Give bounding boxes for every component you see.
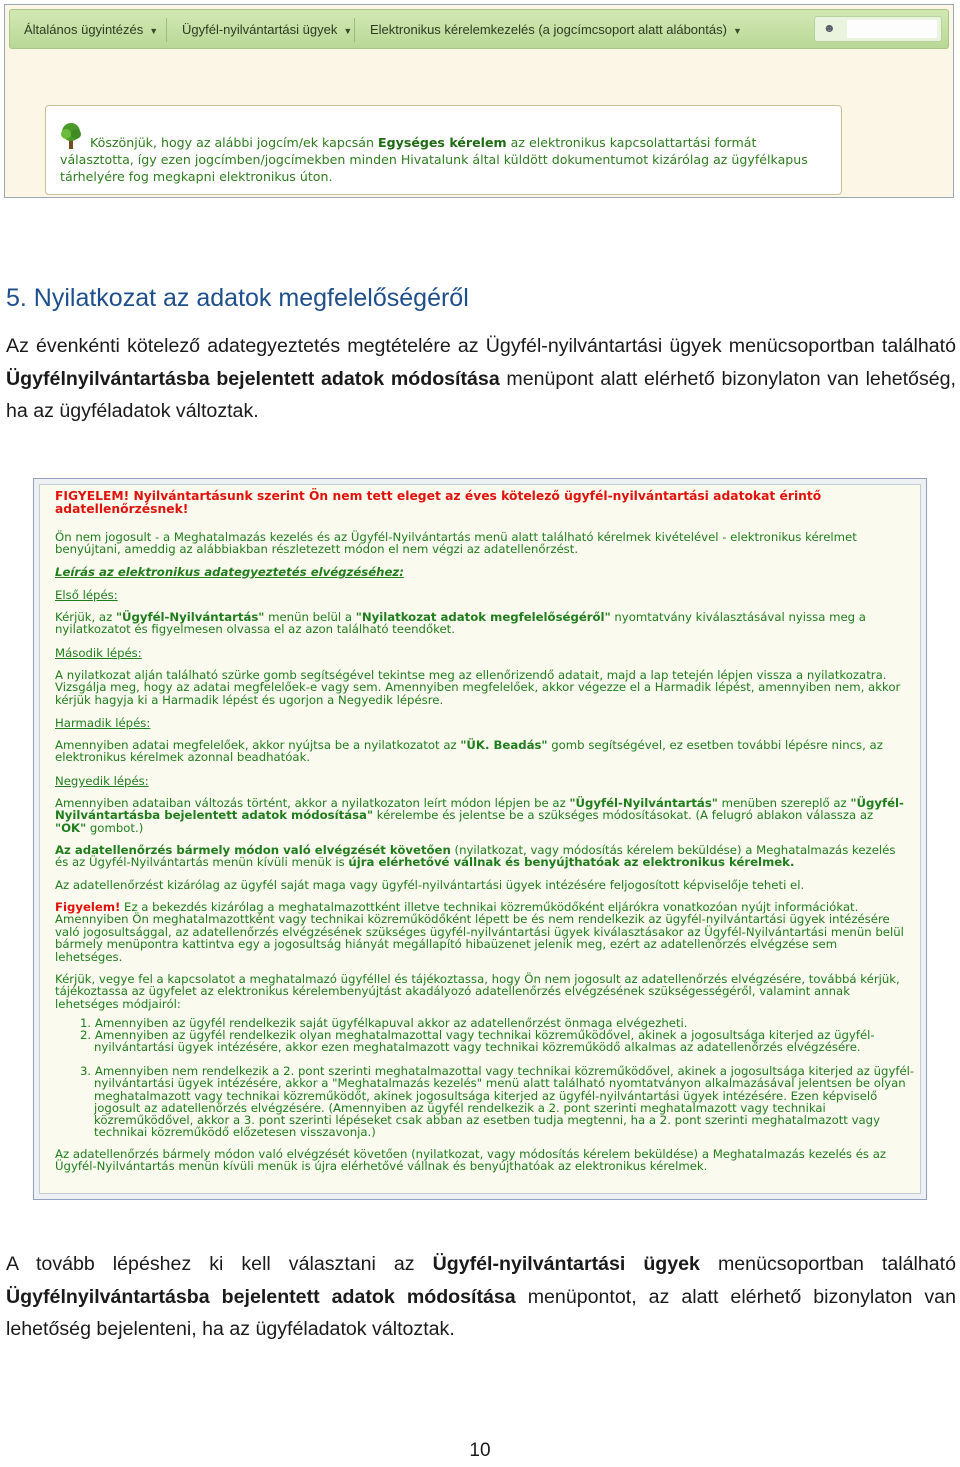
chevron-down-icon: ▼: [149, 26, 159, 36]
intro-text: Ön nem jogosult - a Meghatalmazás kezelés és az Ügyfél-Nyilvántartás menü alatt található kérelmek kivételével - elektronikus kérelmet benyújtani, ameddig az alábbiakban részletezett módon el nem végzi az adatellenőrzést.: [55, 530, 857, 557]
step3-text: Amennyiben adatai megfelelőek, akkor nyújtsa be a nyilatkozatot az "ÜK. Beadás" gomb segítségével, ez esetben további lépésre nincs, az elektronikus kérelmek azonnal beadhatóak.: [55, 738, 883, 765]
nav-general-affairs[interactable]: Általános ügyintézés ▼: [24, 22, 159, 37]
self-only-text: Az adatellenőrzést kizárólag az ügyfél saját maga vagy ügyfél-nyilvántartási ügyek intézésére feljogosított képviselője teheti el.: [55, 878, 805, 892]
description-title: Leírás az elektronikus adategyeztetés elvégzéséhez:: [55, 565, 404, 579]
nav-divider: [354, 18, 355, 42]
intro-paragraph: Az évenkénti kötelező adategyeztetés megtételére az Ügyfél-nyilvántartási ügyek menücsoportban található Ügyfélnyilvántartásba bejelentett adatok módosítása menüpont alatt elérhető bizonylaton van lehetőség, ha az ügyféladatok változtak.: [6, 335, 956, 422]
top-navigation-bar: [9, 9, 949, 49]
after-check-text: Az adatellenőrzés bármely módon való elvégzését követően (nyilatkozat, vagy módosítás kérelem beküldése) a Meghatalmazás kezelés és az Ügyfél-Nyilvántartás menün kívüli menük is újra elérhetővé vállnak és benyújthatóak az elektronikus kérelmek.: [55, 843, 896, 870]
step2-text: A nyilatkozat alján található szürke gomb segítségével tekintse meg az ellenőrizendő adatait, majd a lap tetején lépjen vissza a nyilatkozatra. Vizsgálja meg, hogy az adatai megfelelőek-e vagy sem. Amennyiben megfelelőek, akkor végezze el a Harmadik lépést, amennyiben nem, akkor kérjük hagyja ki a Harmadik lépést és ugorjon a Negyedik lépésre.: [55, 668, 901, 707]
list-item: 3. Amennyiben nem rendelkezik a 2. pont szerinti meghatalmazottal vagy technikai közreműködővel, akinek a jogosultsága kiterjed az ügyfél-nyilvántartási ügyek intézésére, akkor a "Meghatalmazás kezelés" menü alatt található nyomtatványon alkalmazásával jelentsen be olyan meghatalmazott vagy technikai közreműködőt, akinek jogosultsága kiterjed az ügyfél-nyilvántartási ügyek intézésére. Ezen képviselő jogosult az adatellenőrzés elvégzésére. (Amennyiben az ügyfél rendelkezik a 2. pont szerinti meghatalmazott vagy technikai közreműködővel, akkor a 3. pont szerinti lépéseket csak abban az esetben tudja megtenni, ha a 2. pont szerinti meghatalmazott vagy technikai közreműködő előzetesen visszavonja.): [80, 1064, 915, 1140]
contact-text: Kérjük, vegye fel a kapcsolatot a meghatalmazó ügyféllel és tájékoztassa, hogy Ön nem jogosult az adatellenőrzés elvégzésére, továbbá kérjük, tájékoztassa az ügyfelet az elektronikus kérelembenyújtást akadályozó adatellenőrzés elvégzésének szükségességéről, valamint annak lehetséges módjairól:: [55, 972, 900, 1011]
user-menu[interactable]: [814, 16, 942, 42]
step1-text: Kérjük, az "Ügyfél-Nyilvántartás" menün belül a "Nyilatkozat adatok megfelelőségéről" nyomtatvány kiválasztásával nyissa meg a nyilatkozatot és figyelmesen olvassa el az azon található teendőket.: [55, 610, 866, 637]
page-number: 10: [469, 1440, 491, 1461]
attention-text: Figyelem! Ez a bekezdés kizárólag a meghatalmazottként illetve technikai közreműködőként eljárókra vonatkozóan nyújt információkat. Amennyiben Ön meghatalmazottként vagy technikai közreműködőként lépett be és nem rendelkezik az ügyfél-nyilvántartási ügyek intézésére való jogosultsággal, az adatellenőrzés elvégzésének szükséges ügyfél-nyilvántartási ügyek kiválasztásakor az Ügyfél-Nyilvántartási menün belül bármely menüpontra kattintva egy a jogosultság hiányát megállapító hibaüzenet jelenik meg, ezért az adatellenőrzés elvégzése sem lehetséges.: [55, 900, 904, 964]
nav-client-registry[interactable]: Ügyfél-nyilvántartási ügyek ▼: [182, 22, 353, 37]
closing-paragraph: A tovább lépéshez ki kell választani az Ügyfél-nyilvántartási ügyek menücsoportban található Ügyfélnyilvántartásba bejelentett adatok módosítása menüpontot, az alatt elérhető bizonylaton van lehetőség bejelenteni, ha az ügyféladatok változtak.: [6, 1253, 956, 1340]
chevron-down-icon: ▼: [732, 26, 742, 36]
step1-label: Első lépés:: [55, 588, 118, 602]
warning-panel-content: [39, 484, 921, 1194]
step4-label: Negyedik lépés:: [55, 774, 149, 788]
nav-divider: [166, 18, 167, 42]
list-item: 2. Amennyiben az ügyfél rendelkezik olyan meghatalmazottal vagy technikai közreműködővel, akinek a jogosultsága kiterjed az ügyfél-nyilvántartási ügyek intézésére, akkor ezen meghatalmazott vagy technikai közreműködő alkalmas az adatellenőrzés elvégzésére.: [80, 1028, 875, 1055]
user-icon: ☻: [823, 21, 836, 35]
screenshot-warning-panel: [33, 478, 927, 1200]
nav-electronic-requests[interactable]: Elektronikus kérelemkezelés (a jogcímcsoport alatt alábontás) ▼: [370, 22, 742, 37]
screenshot-menu-notice: [4, 4, 954, 198]
footer-text: Az adatellenőrzés bármely módon való elvégzését követően (nyilatkozat, vagy módosítás kérelem beküldése) a Meghatalmazás kezelés és az Ügyfél-Nyilvántartás menün kívüli menük is újra elérhetővé vállnak és benyújthatóak az elektronikus kérelmek.: [55, 1147, 887, 1174]
warning-title: FIGYELEM! Nyilvántartásunk szerint Ön nem tett eleget az éves kötelező ügyfél-nyilvántartási adatokat érintő adatellenőrzésnek!: [55, 489, 822, 516]
notice-box: [45, 105, 842, 195]
user-name-field: [847, 20, 937, 38]
notice-text: Köszönjük, hogy az alábbi jogcím/ek kapcsán Egységes kérelem az elektronikus kapcsolattartási formát választotta, így ezen jogcímben/jogcímekben minden Hivatalunk által küldött dokumentumot kizárólag az ügyfélkapus tárhelyére fog megkapni elektronikus úton.: [60, 135, 808, 184]
step3-label: Harmadik lépés:: [55, 716, 151, 730]
chevron-down-icon: ▼: [343, 26, 353, 36]
section-heading: 5. Nyilatkozat az adatok megfelelőségéről: [6, 284, 469, 312]
step2-label: Második lépés:: [55, 646, 142, 660]
list-item: 1. Amennyiben az ügyfél rendelkezik saját ügyfélkapuval akkor az adatellenőrzést önmaga elvégezheti.: [80, 1016, 688, 1030]
step4-text: Amennyiben adataiban változás történt, akkor a nyilatkozaton leírt módon lépjen be az "Ügyfél-Nyilvántartás" menüben szereplő az "Ügyfél-Nyilvántartásba bejelentett adatok módosítása" kérelembe és jelentse be a szükséges módosításokat. (A felugró ablakon válassza az "OK" gombot.): [55, 796, 904, 835]
